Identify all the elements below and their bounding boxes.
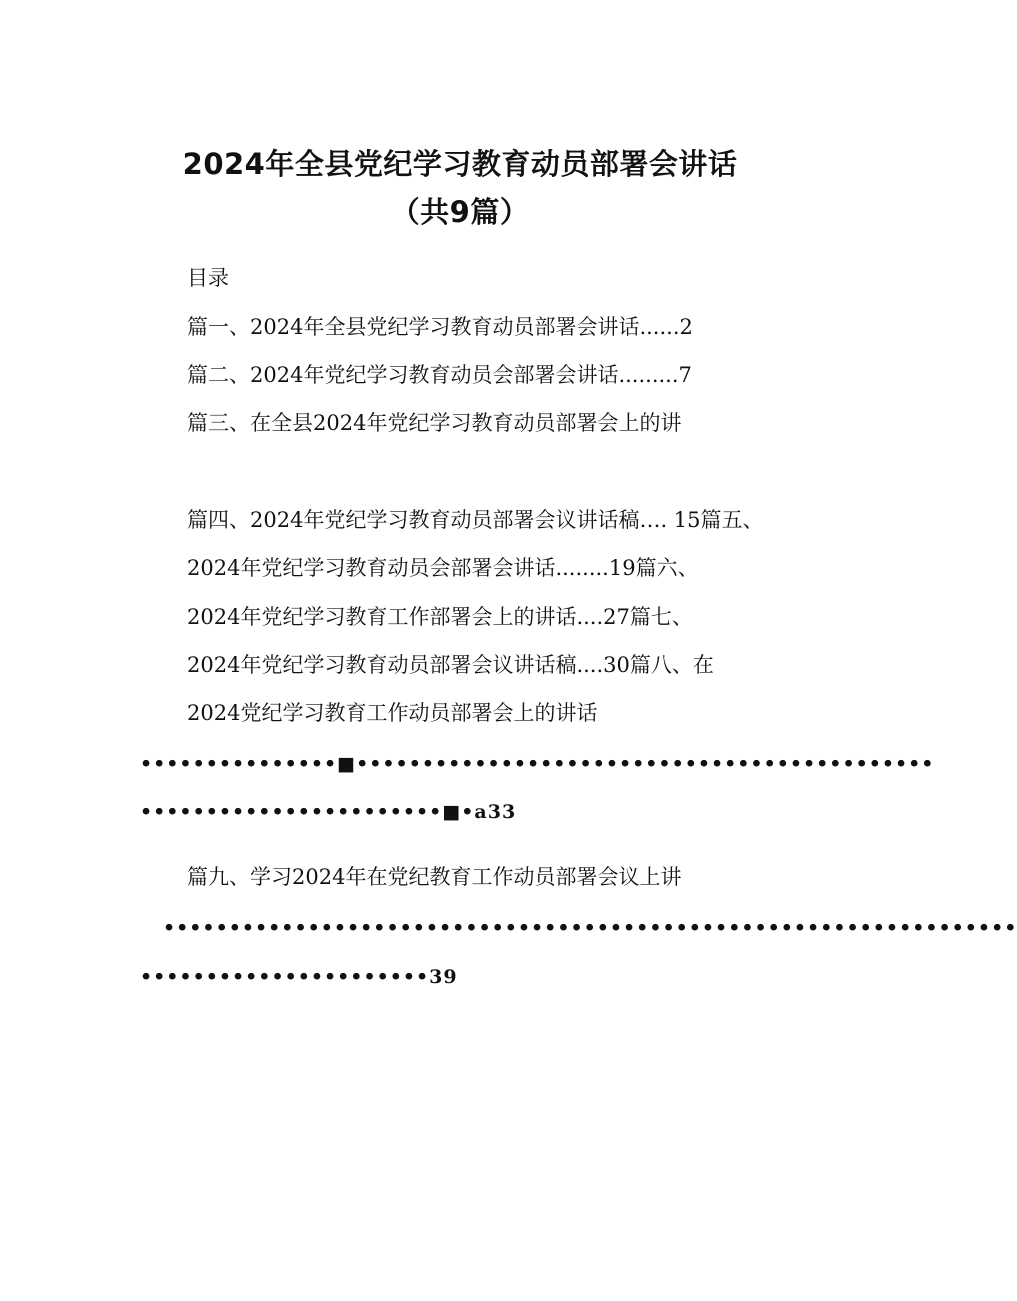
document-subtitle: （共9篇） xyxy=(390,195,530,229)
toc-entry-3: 篇三、在全县2024年党纪学习教育动员部署会上的讲 xyxy=(187,411,682,435)
toc-leader-dots: ••••••••••••••••••••••••••••••••••••••••••••••••••••••••••••••••• xyxy=(163,917,1017,939)
toc-entry-9: 篇九、学习2024年在党纪教育工作动员部署会议上讲 xyxy=(187,865,682,889)
toc-entry-7: 2024年党纪学习教育动员部署会议讲话稿....30篇八、在 xyxy=(187,653,714,677)
toc-heading: 目录 xyxy=(187,266,229,290)
toc-leader-dots-page: ••••••••••••••••••••••39 xyxy=(140,966,458,988)
toc-entry-6: 2024年党纪学习教育工作部署会上的讲话....27篇七、 xyxy=(187,605,693,629)
toc-entry-2: 篇二、2024年党纪学习教育动员会部署会讲话.........7 xyxy=(187,363,692,387)
toc-leader-dots-page: •••••••••••••••••••••••■•a33 xyxy=(140,801,517,823)
toc-entry-1: 篇一、2024年全县党纪学习教育动员部署会讲话......2 xyxy=(187,315,693,339)
toc-leader-dots: •••••••••••••••■•••••••••••••••••••••••••••••••••••••••••••• xyxy=(140,753,935,775)
toc-entry-5: 2024年党纪学习教育动员会部署会讲话........19篇六、 xyxy=(187,556,699,580)
toc-entry-8: 2024党纪学习教育工作动员部署会上的讲话 xyxy=(187,701,598,725)
toc-entry-4: 篇四、2024年党纪学习教育动员部署会议讲话稿…. 15篇五、 xyxy=(187,508,764,532)
document-title: 2024年全县党纪学习教育动员部署会讲话 xyxy=(182,147,738,181)
